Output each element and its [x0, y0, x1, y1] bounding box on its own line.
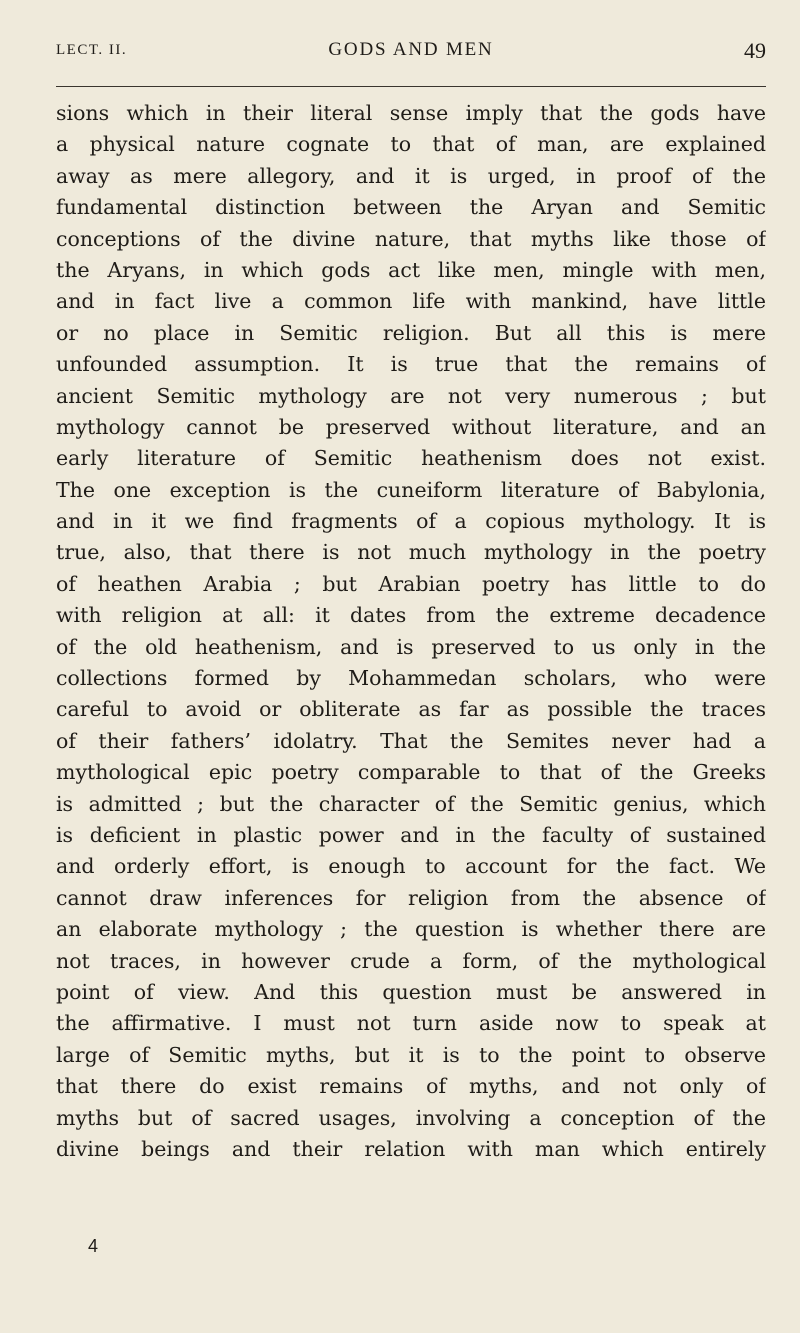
text-line: ancient Semitic mythology are not very numerous ; but	[56, 383, 766, 408]
text-line: not traces, in however crude a form, of the mythological	[56, 948, 766, 973]
body-text	[56, 98, 766, 1165]
text-line: cannot draw inferences for religion from the absence of	[56, 885, 766, 910]
text-line: with religion at all: it dates from the extreme decadence	[56, 603, 766, 628]
text-line: unfounded assumption. It is true that the remains of	[56, 352, 766, 377]
text-line: sions which in their literal sense imply that the gods have	[56, 101, 766, 125]
text-line: and in fact live a common life with mankind, have little	[56, 289, 766, 314]
lecture-label: LECT. II.	[56, 42, 128, 58]
text-line: divine beings and their relation with man which entirely	[56, 1136, 766, 1161]
text-line: fundamental distinction between the Aryan and Semitic	[56, 195, 766, 220]
text-line: of heathen Arabia ; but Arabian poetry has little to do	[56, 571, 766, 596]
text-line: mythology cannot be preserved without literature, and an	[56, 414, 766, 439]
running-head	[56, 38, 766, 70]
text-line: The one exception is the cuneiform literature of Babylonia,	[56, 477, 766, 502]
text-line: that there do exist remains of myths, and not only of	[56, 1074, 766, 1099]
text-line: of their fathers’ idolatry. That the Semites never had a	[56, 728, 766, 753]
text-line: true, also, that there is not much mythology in the poetry	[56, 540, 766, 565]
text-line: or no place in Semitic religion. But all this is mere	[56, 320, 766, 345]
text-line: conceptions of the divine nature, that myths like those of	[56, 226, 766, 251]
signature-mark: 4	[88, 1236, 99, 1256]
text-line: a physical nature cognate to that of man, are explained	[56, 132, 766, 157]
text-line: mythological epic poetry comparable to that of the Greeks	[56, 760, 766, 785]
text-line: early literature of Semitic heathenism does not exist.	[56, 446, 766, 471]
text-line: is deficient in plastic power and in the faculty of sustained	[56, 822, 766, 847]
text-line: the Aryans, in which gods act like men, mingle with men,	[56, 257, 766, 282]
text-line: an elaborate mythology ; the question is whether there are	[56, 917, 766, 942]
text-line: is admitted ; but the character of the Semitic genius, which	[56, 791, 766, 816]
text-line: careful to avoid or obliterate as far as possible the traces	[56, 697, 766, 722]
text-line: point of view. And this question must be answered in	[56, 979, 766, 1004]
text-line: the affirmative. I must not turn aside now to speak at	[56, 1011, 766, 1036]
text-line: collections formed by Mohammedan scholars, who were	[56, 666, 766, 691]
chapter-title: GODS AND MEN	[328, 39, 494, 60]
text-line: and orderly effort, is enough to account for the fact. We	[56, 854, 766, 879]
text-line: away as mere allegory, and it is urged, in proof of the	[56, 163, 766, 188]
header-rule	[56, 86, 766, 87]
text-line: and in it we find fragments of a copious mythology. It is	[56, 509, 766, 534]
page-number: 49	[744, 38, 766, 63]
text-line: of the old heathenism, and is preserved to us only in the	[56, 634, 766, 659]
text-line: large of Semitic myths, but it is to the point to observe	[56, 1042, 766, 1067]
text-line: myths but of sacred usages, involving a conception of the	[56, 1105, 766, 1130]
